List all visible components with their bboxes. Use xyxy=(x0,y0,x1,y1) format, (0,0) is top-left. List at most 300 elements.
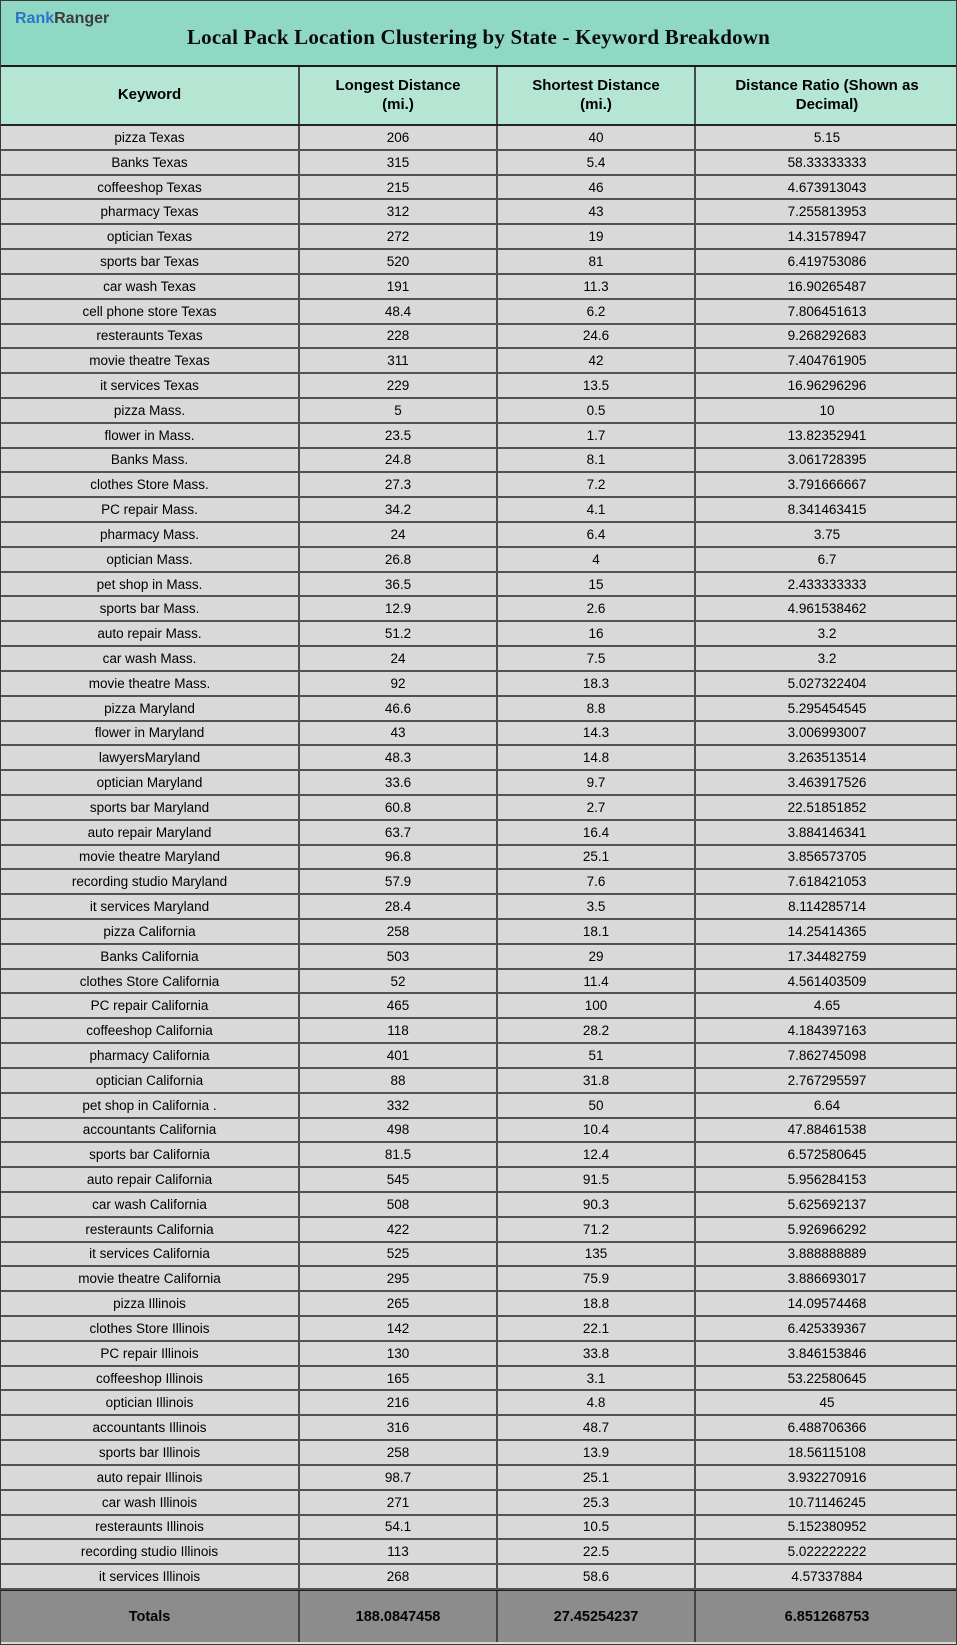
longest-distance-cell: 98.7 xyxy=(300,1466,498,1489)
shortest-distance-cell: 25.3 xyxy=(498,1491,696,1514)
keyword-cell: pizza Mass. xyxy=(1,399,300,422)
shortest-distance-cell: 10.5 xyxy=(498,1516,696,1539)
keyword-cell: optician Illinois xyxy=(1,1391,300,1414)
longest-distance-cell: 27.3 xyxy=(300,473,498,496)
distance-ratio-cell: 3.884146341 xyxy=(787,824,867,840)
distance-ratio-cell: 18.56115108 xyxy=(788,1444,866,1460)
table-row xyxy=(1,1416,956,1441)
shortest-distance-cell: 8.1 xyxy=(498,449,696,472)
distance-ratio-cell: 5.15 xyxy=(813,129,841,145)
table-row xyxy=(1,449,956,474)
longest-distance-cell: 26.8 xyxy=(300,548,498,571)
shortest-distance-cell: 14.3 xyxy=(498,722,696,745)
longest-distance-cell: 401 xyxy=(300,1044,498,1067)
totals-shortest-cell: 27.45254237 xyxy=(498,1591,696,1642)
longest-distance-cell: 118 xyxy=(300,1019,498,1042)
table-row xyxy=(1,1565,956,1590)
distance-ratio-cell: 5.152380952 xyxy=(787,1519,867,1535)
longest-distance-cell: 229 xyxy=(300,374,498,397)
distance-ratio-cell: 16.96296296 xyxy=(787,378,867,394)
shortest-distance-cell: 43 xyxy=(498,200,696,223)
longest-distance-cell: 43 xyxy=(300,722,498,745)
table-row xyxy=(1,647,956,672)
keyword-cell: pizza Illinois xyxy=(1,1292,300,1315)
totals-longest-cell: 188.0847458 xyxy=(300,1591,498,1642)
distance-ratio-cell: 3.791666667 xyxy=(787,477,867,493)
shortest-distance-cell: 3.1 xyxy=(498,1367,696,1390)
distance-ratio-cell: 13.82352941 xyxy=(787,427,867,443)
table-row xyxy=(1,771,956,796)
keyword-cell: sports bar Texas xyxy=(1,250,300,273)
distance-ratio-cell: 3.886693017 xyxy=(787,1271,867,1287)
longest-distance-cell: 295 xyxy=(300,1267,498,1290)
table-row xyxy=(1,597,956,622)
keyword-cell: pet shop in California . xyxy=(1,1094,300,1117)
longest-distance-cell: 57.9 xyxy=(300,870,498,893)
longest-distance-cell: 23.5 xyxy=(300,424,498,447)
keyword-cell: car wash Mass. xyxy=(1,647,300,670)
table-row xyxy=(1,1292,956,1317)
shortest-distance-cell: 19 xyxy=(498,225,696,248)
distance-ratio-cell: 5.956284153 xyxy=(787,1172,867,1188)
column-header-longest-distance: Longest Distance (mi.) xyxy=(300,67,498,124)
logo-rank: Rank xyxy=(15,10,55,27)
keyword-cell: optician Mass. xyxy=(1,548,300,571)
keyword-cell: Banks Mass. xyxy=(1,449,300,472)
keyword-cell: pharmacy California xyxy=(1,1044,300,1067)
distance-ratio-cell: 14.31578947 xyxy=(787,229,867,245)
keyword-cell: clothes Store California xyxy=(1,970,300,993)
longest-distance-cell: 216 xyxy=(300,1391,498,1414)
longest-distance-cell: 258 xyxy=(300,920,498,943)
keyword-cell: optician California xyxy=(1,1069,300,1092)
shortest-distance-cell: 135 xyxy=(498,1243,696,1266)
distance-ratio-cell: 6.425339367 xyxy=(787,1320,867,1336)
longest-distance-cell: 113 xyxy=(300,1540,498,1563)
shortest-distance-cell: 8.8 xyxy=(498,697,696,720)
table-row xyxy=(1,1218,956,1243)
table-row xyxy=(1,1243,956,1268)
distance-ratio-cell: 14.25414365 xyxy=(787,923,867,939)
shortest-distance-cell: 90.3 xyxy=(498,1193,696,1216)
keyword-cell: movie theatre Mass. xyxy=(1,672,300,695)
shortest-distance-cell: 48.7 xyxy=(498,1416,696,1439)
shortest-distance-cell: 0.5 xyxy=(498,399,696,422)
shortest-distance-cell: 22.1 xyxy=(498,1317,696,1340)
keyword-cell: Banks California xyxy=(1,945,300,968)
shortest-distance-cell: 18.3 xyxy=(498,672,696,695)
distance-ratio-cell: 5.625692137 xyxy=(787,1196,867,1212)
table-row xyxy=(1,176,956,201)
shortest-distance-cell: 40 xyxy=(498,126,696,149)
distance-ratio-cell: 4.184397163 xyxy=(787,1023,867,1039)
table-row xyxy=(1,722,956,747)
shortest-distance-cell: 16.4 xyxy=(498,821,696,844)
longest-distance-cell: 88 xyxy=(300,1069,498,1092)
keyword-cell: pizza Texas xyxy=(1,126,300,149)
table-row xyxy=(1,1044,956,1069)
shortest-distance-cell: 9.7 xyxy=(498,771,696,794)
shortest-distance-cell: 7.2 xyxy=(498,473,696,496)
distance-ratio-cell: 5.022222222 xyxy=(787,1544,867,1560)
keyword-cell: car wash Texas xyxy=(1,275,300,298)
table-body xyxy=(1,126,956,1590)
table-row xyxy=(1,325,956,350)
distance-ratio-cell: 6.572580645 xyxy=(787,1147,867,1163)
longest-distance-cell: 315 xyxy=(300,151,498,174)
longest-distance-cell: 130 xyxy=(300,1342,498,1365)
longest-distance-cell: 34.2 xyxy=(300,498,498,521)
keyword-cell: recording studio Maryland xyxy=(1,870,300,893)
shortest-distance-cell: 11.4 xyxy=(498,970,696,993)
shortest-distance-cell: 11.3 xyxy=(498,275,696,298)
shortest-distance-cell: 6.2 xyxy=(498,300,696,323)
shortest-distance-cell: 71.2 xyxy=(498,1218,696,1241)
table-row xyxy=(1,821,956,846)
shortest-distance-cell: 6.4 xyxy=(498,523,696,546)
table-row xyxy=(1,1391,956,1416)
distance-ratio-cell: 14.09574468 xyxy=(787,1296,867,1312)
keyword-cell: auto repair Maryland xyxy=(1,821,300,844)
logo-ranger: Ranger xyxy=(54,10,110,27)
keyword-cell: optician Maryland xyxy=(1,771,300,794)
longest-distance-cell: 265 xyxy=(300,1292,498,1315)
keyword-cell: clothes Store Mass. xyxy=(1,473,300,496)
keyword-cell: auto repair Illinois xyxy=(1,1466,300,1489)
shortest-distance-cell: 4.8 xyxy=(498,1391,696,1414)
table-row xyxy=(1,573,956,598)
shortest-distance-cell: 33.8 xyxy=(498,1342,696,1365)
distance-ratio-cell: 16.90265487 xyxy=(787,278,867,294)
longest-distance-cell: 36.5 xyxy=(300,573,498,596)
shortest-distance-cell: 12.4 xyxy=(498,1143,696,1166)
longest-distance-cell: 81.5 xyxy=(300,1143,498,1166)
title-band xyxy=(1,1,956,67)
shortest-distance-cell: 5.4 xyxy=(498,151,696,174)
distance-ratio-cell: 47.88461538 xyxy=(787,1122,867,1138)
distance-ratio-cell: 58.33333333 xyxy=(787,154,867,170)
longest-distance-cell: 311 xyxy=(300,349,498,372)
keyword-cell: lawyersMaryland xyxy=(1,746,300,769)
longest-distance-cell: 52 xyxy=(300,970,498,993)
column-header-keyword: Keyword xyxy=(1,67,300,124)
keyword-cell: it services Illinois xyxy=(1,1565,300,1588)
longest-distance-cell: 142 xyxy=(300,1317,498,1340)
shortest-distance-cell: 22.5 xyxy=(498,1540,696,1563)
distance-ratio-cell: 2.767295597 xyxy=(787,1072,867,1088)
table-row xyxy=(1,746,956,771)
table-row xyxy=(1,250,956,275)
distance-ratio-cell: 6.488706366 xyxy=(787,1420,867,1436)
shortest-distance-cell: 7.6 xyxy=(498,870,696,893)
shortest-distance-cell: 18.1 xyxy=(498,920,696,943)
longest-distance-cell: 272 xyxy=(300,225,498,248)
table-row xyxy=(1,1342,956,1367)
longest-distance-cell: 545 xyxy=(300,1168,498,1191)
table-row xyxy=(1,225,956,250)
totals-label-cell: Totals xyxy=(1,1591,300,1642)
longest-distance-cell: 191 xyxy=(300,275,498,298)
table-row xyxy=(1,349,956,374)
keyword-cell: recording studio Illinois xyxy=(1,1540,300,1563)
table-row xyxy=(1,548,956,573)
keyword-cell: movie theatre Maryland xyxy=(1,846,300,869)
totals-ratio-cell: 6.851268753 xyxy=(784,1608,870,1625)
keyword-cell: movie theatre California xyxy=(1,1267,300,1290)
table-row xyxy=(1,1094,956,1119)
keyword-cell: resteraunts Illinois xyxy=(1,1516,300,1539)
distance-ratio-cell: 7.404761905 xyxy=(787,353,867,369)
table-row xyxy=(1,672,956,697)
keyword-cell: resteraunts California xyxy=(1,1218,300,1241)
longest-distance-cell: 332 xyxy=(300,1094,498,1117)
keyword-cell: optician Texas xyxy=(1,225,300,248)
shortest-distance-cell: 13.5 xyxy=(498,374,696,397)
longest-distance-cell: 46.6 xyxy=(300,697,498,720)
shortest-distance-cell: 7.5 xyxy=(498,647,696,670)
table-row xyxy=(1,1367,956,1392)
shortest-distance-cell: 42 xyxy=(498,349,696,372)
shortest-distance-cell: 18.8 xyxy=(498,1292,696,1315)
table-row xyxy=(1,300,956,325)
shortest-distance-cell: 25.1 xyxy=(498,846,696,869)
shortest-distance-cell: 13.9 xyxy=(498,1441,696,1464)
keyword-cell: pet shop in Mass. xyxy=(1,573,300,596)
table-row xyxy=(1,870,956,895)
shortest-distance-cell: 4.1 xyxy=(498,498,696,521)
table-row xyxy=(1,523,956,548)
keyword-cell: it services California xyxy=(1,1243,300,1266)
distance-ratio-cell: 3.2 xyxy=(817,650,837,666)
keyword-cell: sports bar Maryland xyxy=(1,796,300,819)
keyword-cell: sports bar Mass. xyxy=(1,597,300,620)
longest-distance-cell: 312 xyxy=(300,200,498,223)
distance-ratio-cell: 4.57337884 xyxy=(791,1569,863,1585)
keyword-cell: clothes Store Illinois xyxy=(1,1317,300,1340)
table-row xyxy=(1,1069,956,1094)
keyword-cell: pizza Maryland xyxy=(1,697,300,720)
table-row xyxy=(1,200,956,225)
keyword-cell: coffeeshop California xyxy=(1,1019,300,1042)
longest-distance-cell: 63.7 xyxy=(300,821,498,844)
longest-distance-cell: 165 xyxy=(300,1367,498,1390)
distance-ratio-cell: 10.71146245 xyxy=(788,1494,866,1510)
distance-ratio-cell: 6.64 xyxy=(813,1097,841,1113)
distance-ratio-cell: 5.295454545 xyxy=(787,700,867,716)
table-row xyxy=(1,399,956,424)
table-row xyxy=(1,473,956,498)
keyword-cell: PC repair California xyxy=(1,994,300,1017)
longest-distance-cell: 92 xyxy=(300,672,498,695)
keyword-cell: car wash Illinois xyxy=(1,1491,300,1514)
distance-ratio-cell: 3.006993007 xyxy=(787,725,867,741)
table-row xyxy=(1,1491,956,1516)
table-row xyxy=(1,994,956,1019)
longest-distance-cell: 48.4 xyxy=(300,300,498,323)
shortest-distance-cell: 15 xyxy=(498,573,696,596)
keyword-cell: it services Maryland xyxy=(1,895,300,918)
distance-ratio-cell: 53.22580645 xyxy=(787,1370,867,1386)
distance-ratio-cell: 6.419753086 xyxy=(787,253,867,269)
longest-distance-cell: 12.9 xyxy=(300,597,498,620)
keyword-cell: it services Texas xyxy=(1,374,300,397)
longest-distance-cell: 54.1 xyxy=(300,1516,498,1539)
table-row xyxy=(1,1119,956,1144)
keyword-cell: PC repair Illinois xyxy=(1,1342,300,1365)
distance-ratio-cell: 6.7 xyxy=(817,551,837,567)
keyword-cell: accountants California xyxy=(1,1119,300,1142)
shortest-distance-cell: 28.2 xyxy=(498,1019,696,1042)
distance-ratio-cell: 8.341463415 xyxy=(787,502,867,518)
distance-ratio-cell: 4.65 xyxy=(813,998,841,1014)
shortest-distance-cell: 16 xyxy=(498,622,696,645)
shortest-distance-cell: 1.7 xyxy=(498,424,696,447)
table-row xyxy=(1,1168,956,1193)
table-row xyxy=(1,1143,956,1168)
longest-distance-cell: 316 xyxy=(300,1416,498,1439)
distance-ratio-cell: 3.932270916 xyxy=(787,1469,867,1485)
keyword-cell: Banks Texas xyxy=(1,151,300,174)
table-row xyxy=(1,920,956,945)
table-row xyxy=(1,374,956,399)
table-row xyxy=(1,895,956,920)
table-row xyxy=(1,1267,956,1292)
shortest-distance-cell: 75.9 xyxy=(498,1267,696,1290)
distance-ratio-cell: 5.926966292 xyxy=(787,1221,867,1237)
shortest-distance-cell: 2.7 xyxy=(498,796,696,819)
table-row xyxy=(1,1516,956,1541)
keyword-cell: flower in Mass. xyxy=(1,424,300,447)
distance-ratio-cell: 4.561403509 xyxy=(787,973,867,989)
longest-distance-cell: 508 xyxy=(300,1193,498,1216)
distance-ratio-cell: 2.433333333 xyxy=(787,576,867,592)
distance-ratio-cell: 7.862745098 xyxy=(787,1047,867,1063)
table-row xyxy=(1,1540,956,1565)
table-row xyxy=(1,697,956,722)
longest-distance-cell: 96.8 xyxy=(300,846,498,869)
page-title: Local Pack Location Clustering by State - Keyword Breakdown xyxy=(186,24,771,49)
shortest-distance-cell: 29 xyxy=(498,945,696,968)
distance-ratio-cell: 4.673913043 xyxy=(787,179,867,195)
keyword-cell: pharmacy Mass. xyxy=(1,523,300,546)
distance-ratio-cell: 3.75 xyxy=(813,526,841,542)
shortest-distance-cell: 4 xyxy=(498,548,696,571)
table-row xyxy=(1,1441,956,1466)
longest-distance-cell: 24.8 xyxy=(300,449,498,472)
longest-distance-cell: 206 xyxy=(300,126,498,149)
longest-distance-cell: 465 xyxy=(300,994,498,1017)
keyword-cell: coffeeshop Texas xyxy=(1,176,300,199)
shortest-distance-cell: 2.6 xyxy=(498,597,696,620)
distance-ratio-cell: 3.061728395 xyxy=(787,452,867,468)
keyword-cell: movie theatre Texas xyxy=(1,349,300,372)
shortest-distance-cell: 51 xyxy=(498,1044,696,1067)
table-row xyxy=(1,498,956,523)
longest-distance-cell: 48.3 xyxy=(300,746,498,769)
shortest-distance-cell: 91.5 xyxy=(498,1168,696,1191)
keyword-cell: pharmacy Texas xyxy=(1,200,300,223)
table-row xyxy=(1,1193,956,1218)
table-row xyxy=(1,424,956,449)
longest-distance-cell: 525 xyxy=(300,1243,498,1266)
longest-distance-cell: 51.2 xyxy=(300,622,498,645)
keyword-cell: sports bar California xyxy=(1,1143,300,1166)
shortest-distance-cell: 25.1 xyxy=(498,1466,696,1489)
table-row xyxy=(1,945,956,970)
distance-ratio-cell: 3.2 xyxy=(817,626,837,642)
longest-distance-cell: 215 xyxy=(300,176,498,199)
distance-ratio-cell: 22.51851852 xyxy=(787,799,867,815)
table-row xyxy=(1,275,956,300)
keyword-cell: resteraunts Texas xyxy=(1,325,300,348)
longest-distance-cell: 258 xyxy=(300,1441,498,1464)
distance-ratio-cell: 7.255813953 xyxy=(787,204,867,220)
table-row xyxy=(1,1317,956,1342)
table-row xyxy=(1,970,956,995)
longest-distance-cell: 503 xyxy=(300,945,498,968)
table-row xyxy=(1,622,956,647)
table-row xyxy=(1,846,956,871)
keyword-cell: accountants Illinois xyxy=(1,1416,300,1439)
keyword-cell: coffeeshop Illinois xyxy=(1,1367,300,1390)
longest-distance-cell: 33.6 xyxy=(300,771,498,794)
keyword-cell: auto repair Mass. xyxy=(1,622,300,645)
keyword-cell: cell phone store Texas xyxy=(1,300,300,323)
column-header-distance-ratio: Distance Ratio (Shown as Decimal) xyxy=(735,76,919,113)
longest-distance-cell: 422 xyxy=(300,1218,498,1241)
column-header-row xyxy=(1,67,956,126)
table-row xyxy=(1,151,956,176)
rankranger-logo xyxy=(15,10,109,28)
keyword-cell: car wash California xyxy=(1,1193,300,1216)
shortest-distance-cell: 100 xyxy=(498,994,696,1017)
table-row xyxy=(1,1019,956,1044)
keyword-cell: pizza California xyxy=(1,920,300,943)
distance-ratio-cell: 8.114285714 xyxy=(788,899,866,915)
keyword-cell: flower in Maryland xyxy=(1,722,300,745)
longest-distance-cell: 5 xyxy=(300,399,498,422)
distance-ratio-cell: 10 xyxy=(819,402,835,418)
shortest-distance-cell: 81 xyxy=(498,250,696,273)
longest-distance-cell: 60.8 xyxy=(300,796,498,819)
longest-distance-cell: 228 xyxy=(300,325,498,348)
shortest-distance-cell: 10.4 xyxy=(498,1119,696,1142)
longest-distance-cell: 271 xyxy=(300,1491,498,1514)
distance-ratio-cell: 3.263513514 xyxy=(787,750,867,766)
longest-distance-cell: 28.4 xyxy=(300,895,498,918)
shortest-distance-cell: 46 xyxy=(498,176,696,199)
column-header-shortest-distance: Shortest Distance (mi.) xyxy=(498,67,696,124)
shortest-distance-cell: 14.8 xyxy=(498,746,696,769)
keyword-cell: PC repair Mass. xyxy=(1,498,300,521)
shortest-distance-cell: 24.6 xyxy=(498,325,696,348)
distance-ratio-cell: 3.846153846 xyxy=(787,1345,867,1361)
distance-ratio-cell: 7.618421053 xyxy=(787,874,867,890)
longest-distance-cell: 24 xyxy=(300,523,498,546)
distance-ratio-cell: 9.268292683 xyxy=(787,328,867,344)
shortest-distance-cell: 3.5 xyxy=(498,895,696,918)
distance-ratio-cell: 3.463917526 xyxy=(787,775,867,791)
table-row xyxy=(1,1466,956,1491)
distance-ratio-cell: 3.888888889 xyxy=(787,1246,867,1262)
longest-distance-cell: 268 xyxy=(300,1565,498,1588)
distance-ratio-cell: 3.856573705 xyxy=(787,849,867,865)
shortest-distance-cell: 58.6 xyxy=(498,1565,696,1588)
longest-distance-cell: 520 xyxy=(300,250,498,273)
distance-ratio-cell: 17.34482759 xyxy=(787,948,867,964)
longest-distance-cell: 24 xyxy=(300,647,498,670)
shortest-distance-cell: 31.8 xyxy=(498,1069,696,1092)
